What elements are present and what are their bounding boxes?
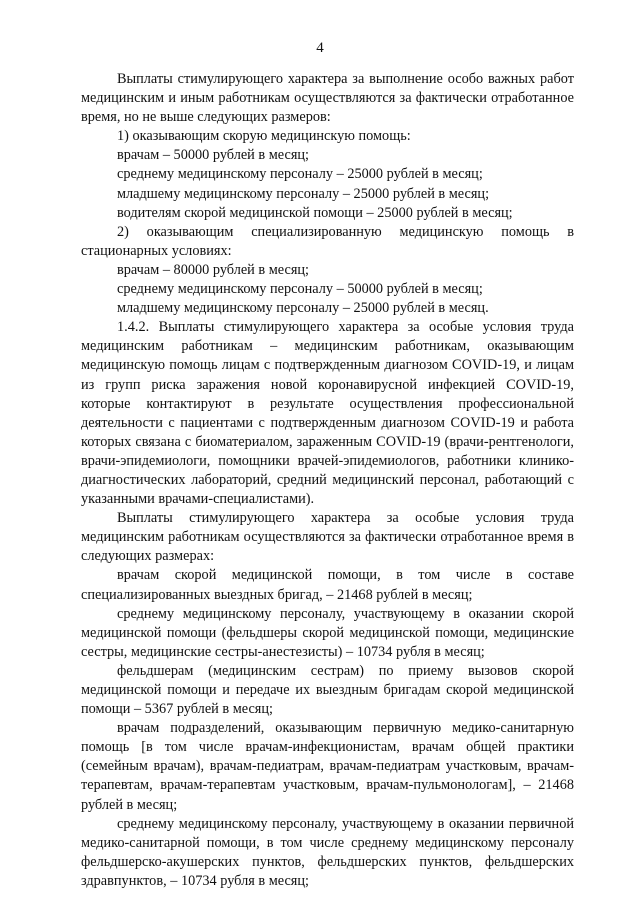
list-item: врачам – 50000 рублей в месяц; bbox=[117, 147, 310, 164]
list-item: младшему медицинскому персоналу – 25000 рублей в месяц. bbox=[117, 300, 489, 317]
list-item: врачам подразделений, оказывающим первичную медико-санитарную помощь [в том числе врачам-инфекционистам, врачам общей практики (семейным врачам), врачам-педиатрам, врачам-педиатрам участковым, врачам-терапевтам, врачам-терапевтам участковым, врачам-пульмонологам], – 21468 рублей в месяц; bbox=[81, 720, 574, 813]
paragraph-section-1-4-2: 1.4.2. Выплаты стимулирующего характера за особые условия труда медицинским работникам – медицинским работникам, оказывающим медицинскую помощь лицам с подтвержденным диагнозом COVID-19, и лицам из групп риска заражения новой коронавирусной инфекцией COVID-19, которые контактируют в результате осуществления профессиональной деятельности с пациентами с подтвержденным диагнозом COVID-19 и работа которых связана с биоматериалом, зараженным COVID-19 (врачи-рентгенологи, врачи-эпидемиологи, помощники врачей-эпидемиологов, работники клинико-диагностических лабораторий, средний медицинский персонал, работающий с указанными врачами-специалистами). bbox=[81, 319, 574, 508]
list-heading-specialized-care: 2) оказывающим специализированную медицинскую помощь в стационарных условиях: bbox=[81, 223, 574, 259]
list-item: среднему медицинскому персоналу, участвующему в оказании скорой медицинской помощи (фельдшеры скорой медицинской помощи, медицинские сестры, медицинские сестры-анестезисты) – 10734 рубля в месяц; bbox=[81, 605, 574, 660]
list-item: младшему медицинскому персоналу – 25000 рублей в месяц; bbox=[117, 185, 490, 202]
paragraph-payment-sizes: Выплаты стимулирующего характера за особые условия труда медицинским работникам осуществляются за фактически отработанное время в следующих размерах: bbox=[81, 510, 574, 565]
document-body bbox=[81, 70, 574, 891]
list-item: среднему медицинскому персоналу – 50000 рублей в месяц; bbox=[117, 281, 483, 298]
list-item: среднему медицинскому персоналу – 25000 рублей в месяц; bbox=[117, 166, 483, 183]
paragraph-intro: Выплаты стимулирующего характера за выполнение особо важных работ медицинским и иным работникам осуществляются за фактически отработанное время, но не выше следующих размеров: bbox=[81, 71, 574, 126]
list-item: фельдшерам (медицинским сестрам) по приему вызовов скорой медицинской помощи и передаче их выездным бригадам скорой медицинской помощи – 5367 рублей в месяц; bbox=[81, 662, 574, 718]
page-number: 4 bbox=[316, 40, 324, 56]
list-item: водителям скорой медицинской помощи – 25000 рублей в месяц; bbox=[117, 204, 513, 221]
list-item: врачам – 80000 рублей в месяц; bbox=[117, 261, 310, 278]
list-item: среднему медицинскому персоналу, участвующему в оказании первичной медико-санитарной помощи, в том числе среднему медицинскому персоналу фельдшерско-акушерских пунктов, фельдшерских пунктов, фельдшерских здравпунктов, – 10734 рубля в месяц; bbox=[81, 815, 574, 889]
list-item: врачам скорой медицинской помощи, в том числе в составе специализированных выездных бригад, – 21468 рублей в месяц; bbox=[81, 567, 574, 603]
list-heading-emergency-care: 1) оказывающим скорую медицинскую помощь: bbox=[117, 128, 411, 145]
